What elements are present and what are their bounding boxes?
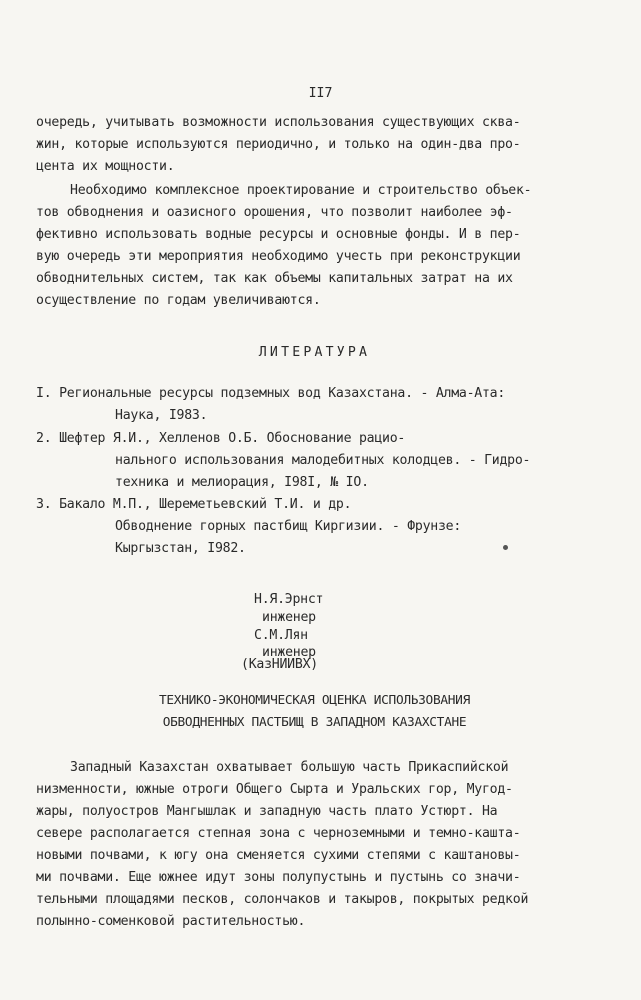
para3-line-2: низменности, южные отроги Общего Сырта и Уральских гор, Мугод-: [36, 782, 513, 797]
para2-line-3: фективно использовать водные ресурсы и основные фонды. И в пер-: [36, 227, 521, 242]
para1-line-1: очередь, учитывать возможности использования существующих сква-: [36, 115, 521, 130]
para2-line-4: вую очередь эти мероприятия необходимо учесть при реконструкции: [36, 249, 521, 264]
para2-line-5: обводнительных систем, так как объемы капитальных затрат на их: [36, 271, 513, 286]
para3-line-5: новыми почвами, к югу она сменяется сухими степями с каштановы-: [36, 848, 521, 863]
reference-2-line-1: 2. Шефтер Я.И., Хелленов О.Б. Обоснование рацио-: [36, 431, 406, 446]
para2-line-2: тов обводнения и оазисного орошения, что позволит наиболее эф-: [36, 205, 513, 220]
para1-line-3: цента их мощности.: [36, 159, 175, 174]
para2-line-6: осуществление по годам увеличиваются.: [36, 293, 321, 308]
para3-line-7: тельными площадями песков, солончаков и такыров, покрытых редкой: [36, 892, 529, 907]
reference-2-line-2: нального использования малодебитных колодцев. - Гидро-: [115, 453, 531, 468]
para3-line-8: полынно-соменковой растительностью.: [36, 914, 306, 929]
reference-2-line-3: техника и мелиорация, I98I, № IO.: [115, 475, 369, 490]
page-number: II7: [308, 86, 333, 101]
article-title-line-1: ТЕХНИКО-ЭКОНОМИЧЕСКАЯ ОЦЕНКА ИСПОЛЬЗОВАНИЯ: [159, 693, 470, 708]
references-heading: ЛИТЕРАТУРА: [258, 345, 371, 360]
para2-line-1: Необходимо комплексное проектирование и строительство объек-: [70, 183, 532, 198]
para3-line-1: Западный Казахстан охватывает большую часть Прикаспийской: [70, 760, 509, 775]
ink-smudge: [503, 545, 508, 550]
author-1-role: инженер: [262, 610, 316, 625]
para3-line-3: жары, полуостров Мангышлак и западную часть плато Устюрт. На: [36, 804, 498, 819]
author-2-role: инженер: [262, 645, 316, 660]
reference-1-line-2: Наука, I983.: [115, 408, 208, 423]
reference-1-line-1: I. Региональные ресурсы подземных вод Казахстана. - Алма-Ата:: [36, 386, 506, 401]
para3-line-4: севере располагается степная зона с черноземными и темно-кашта-: [36, 826, 521, 841]
para3-line-6: ми почвами. Еще южнее идут зоны полупустынь и пустынь со значи-: [36, 870, 521, 885]
article-title-line-2: ОБВОДНЕННЫХ ПАСТБИЩ В ЗАПАДНОМ КАЗАХСТАНЕ: [162, 715, 467, 730]
reference-3-line-2: Обводнение горных пастбищ Киргизии. - Фрунзе:: [115, 519, 462, 534]
author-2-name: С.М.Лян: [254, 628, 308, 643]
reference-3-line-3: Кыргызстан, I982.: [115, 541, 246, 556]
reference-3-line-1: 3. Бакало М.П., Шереметьевский Т.И. и др.: [36, 497, 352, 512]
author-1-name: Н.Я.Эрнст: [254, 592, 324, 607]
para1-line-2: жин, которые используются периодично, и только на один-два про-: [36, 137, 521, 152]
author-affiliation: (КазНИИВХ): [241, 657, 318, 672]
